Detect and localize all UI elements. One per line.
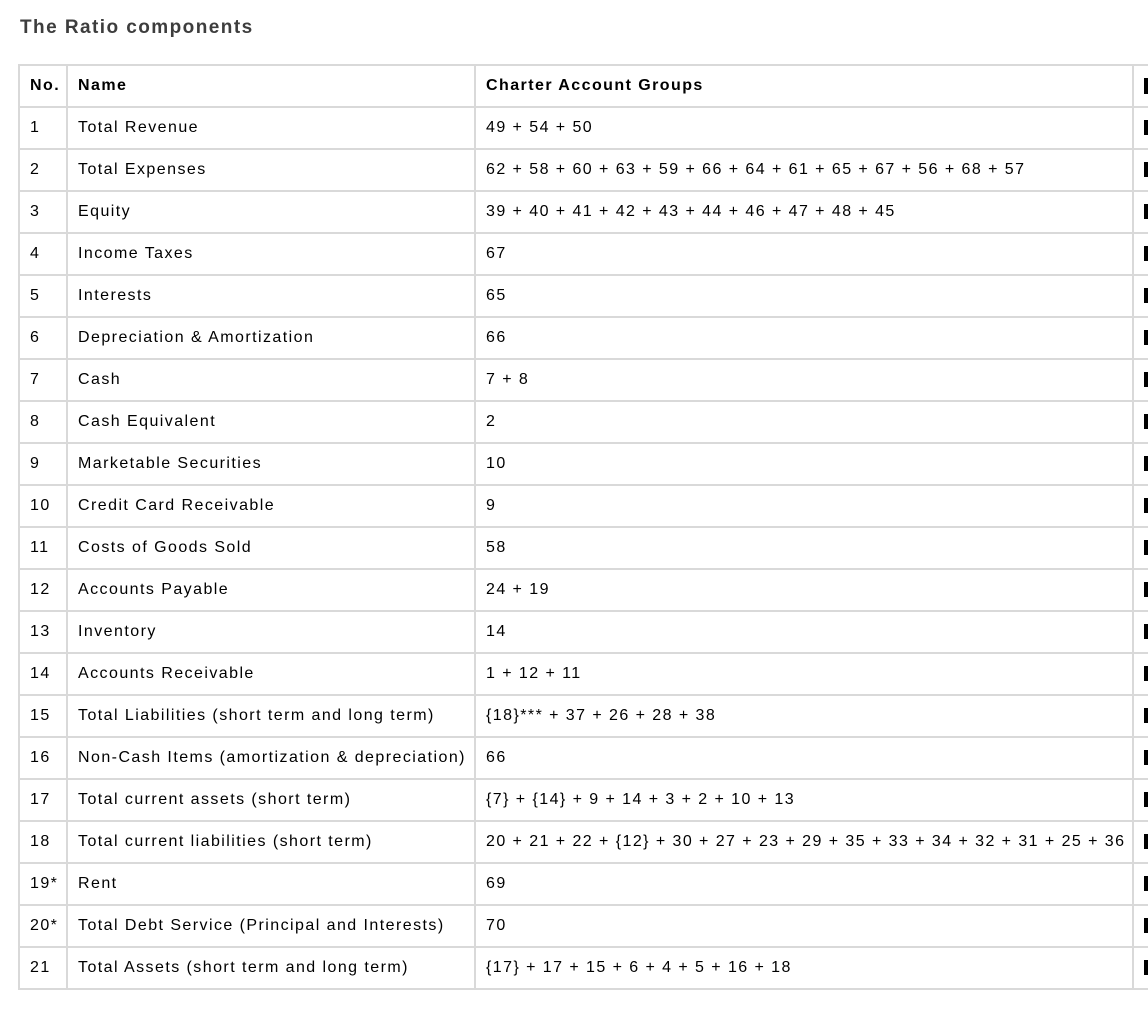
name-cell: Accounts Receivable: [67, 653, 475, 695]
name-cell: Total Debt Service (Principal and Interests): [67, 905, 475, 947]
row-number-cell: 3: [19, 191, 67, 233]
table-row: [19, 611, 1148, 653]
row-number-cell: 4: [19, 233, 67, 275]
column-header-clipped: [1133, 65, 1148, 107]
name-cell: Total Revenue: [67, 107, 475, 149]
account-groups-cell: 10: [475, 443, 1133, 485]
name-cell: Costs of Goods Sold: [67, 527, 475, 569]
row-number-cell: 8: [19, 401, 67, 443]
clipped-cell: [1133, 275, 1148, 317]
name-cell: Cash: [67, 359, 475, 401]
clipped-cell: [1133, 401, 1148, 443]
clipped-text-fragment: [1144, 666, 1148, 681]
clipped-text-fragment: [1144, 582, 1148, 597]
account-groups-cell: 9: [475, 485, 1133, 527]
row-number-cell: 2: [19, 149, 67, 191]
clipped-text-fragment: [1144, 708, 1148, 723]
table-row: [19, 443, 1148, 485]
table-row: [19, 653, 1148, 695]
column-header-no: No.: [19, 65, 67, 107]
column-header-account-groups: Charter Account Groups: [475, 65, 1133, 107]
account-groups-cell: 14: [475, 611, 1133, 653]
row-number-cell: 10: [19, 485, 67, 527]
clipped-text-fragment: [1144, 162, 1148, 177]
account-groups-cell: 69: [475, 863, 1133, 905]
name-cell: Accounts Payable: [67, 569, 475, 611]
account-groups-cell: 7 + 8: [475, 359, 1133, 401]
name-cell: Income Taxes: [67, 233, 475, 275]
clipped-cell: [1133, 611, 1148, 653]
row-number-cell: 5: [19, 275, 67, 317]
table-row: [19, 275, 1148, 317]
clipped-cell: [1133, 233, 1148, 275]
clipped-cell: [1133, 569, 1148, 611]
row-number-cell: 15: [19, 695, 67, 737]
account-groups-cell: 1 + 12 + 11: [475, 653, 1133, 695]
name-cell: Non-Cash Items (amortization & depreciation): [67, 737, 475, 779]
name-cell: Interests: [67, 275, 475, 317]
row-number-cell: 6: [19, 317, 67, 359]
name-cell: Cash Equivalent: [67, 401, 475, 443]
name-cell: Marketable Securities: [67, 443, 475, 485]
clipped-cell: [1133, 527, 1148, 569]
table-row: [19, 947, 1148, 989]
account-groups-cell: 58: [475, 527, 1133, 569]
table-body: [19, 107, 1148, 989]
table-row: [19, 359, 1148, 401]
account-groups-cell: 67: [475, 233, 1133, 275]
row-number-cell: 21: [19, 947, 67, 989]
clipped-cell: [1133, 191, 1148, 233]
row-number-cell: 20*: [19, 905, 67, 947]
clipped-cell: [1133, 107, 1148, 149]
account-groups-cell: 66: [475, 737, 1133, 779]
clipped-text-fragment: [1144, 750, 1148, 765]
account-groups-cell: 39 + 40 + 41 + 42 + 43 + 44 + 46 + 47 + 48 + 45: [475, 191, 1133, 233]
account-groups-cell: 49 + 54 + 50: [475, 107, 1133, 149]
name-cell: Total Assets (short term and long term): [67, 947, 475, 989]
clipped-text-fragment: [1144, 792, 1148, 807]
row-number-cell: 11: [19, 527, 67, 569]
clipped-header-text-fragment: [1144, 78, 1148, 94]
clipped-text-fragment: [1144, 498, 1148, 513]
clipped-cell: [1133, 947, 1148, 989]
account-groups-cell: 66: [475, 317, 1133, 359]
ratio-components-table: [18, 64, 1148, 990]
row-number-cell: 17: [19, 779, 67, 821]
page-title: The Ratio components: [20, 17, 254, 38]
column-header-name: Name: [67, 65, 475, 107]
row-number-cell: 13: [19, 611, 67, 653]
table-row: [19, 779, 1148, 821]
name-cell: Total Expenses: [67, 149, 475, 191]
clipped-text-fragment: [1144, 876, 1148, 891]
name-cell: Total current liabilities (short term): [67, 821, 475, 863]
name-cell: Total current assets (short term): [67, 779, 475, 821]
table-row: [19, 233, 1148, 275]
name-cell: Equity: [67, 191, 475, 233]
row-number-cell: 14: [19, 653, 67, 695]
table-row: [19, 317, 1148, 359]
name-cell: Credit Card Receivable: [67, 485, 475, 527]
clipped-text-fragment: [1144, 204, 1148, 219]
row-number-cell: 18: [19, 821, 67, 863]
name-cell: Total Liabilities (short term and long term): [67, 695, 475, 737]
table-row: [19, 905, 1148, 947]
clipped-cell: [1133, 485, 1148, 527]
clipped-cell: [1133, 695, 1148, 737]
name-cell: Inventory: [67, 611, 475, 653]
clipped-text-fragment: [1144, 330, 1148, 345]
account-groups-cell: 65: [475, 275, 1133, 317]
name-cell: Depreciation & Amortization: [67, 317, 475, 359]
row-number-cell: 9: [19, 443, 67, 485]
table-row: [19, 569, 1148, 611]
clipped-text-fragment: [1144, 918, 1148, 933]
name-cell: Rent: [67, 863, 475, 905]
table-row: [19, 527, 1148, 569]
clipped-cell: [1133, 359, 1148, 401]
clipped-text-fragment: [1144, 288, 1148, 303]
row-number-cell: 7: [19, 359, 67, 401]
clipped-cell: [1133, 653, 1148, 695]
account-groups-cell: 24 + 19: [475, 569, 1133, 611]
table-row: [19, 863, 1148, 905]
header-row: [19, 65, 1148, 107]
table-row: [19, 191, 1148, 233]
clipped-text-fragment: [1144, 120, 1148, 135]
account-groups-cell: {7} + {14} + 9 + 14 + 3 + 2 + 10 + 13: [475, 779, 1133, 821]
table-row: [19, 737, 1148, 779]
clipped-text-fragment: [1144, 372, 1148, 387]
clipped-cell: [1133, 149, 1148, 191]
row-number-cell: 16: [19, 737, 67, 779]
clipped-cell: [1133, 737, 1148, 779]
row-number-cell: 12: [19, 569, 67, 611]
clipped-cell: [1133, 443, 1148, 485]
account-groups-cell: 62 + 58 + 60 + 63 + 59 + 66 + 64 + 61 + 65 + 67 + 56 + 68 + 57: [475, 149, 1133, 191]
table-row: [19, 401, 1148, 443]
table-container: [18, 64, 1148, 990]
row-number-cell: 1: [19, 107, 67, 149]
account-groups-cell: {18}*** + 37 + 26 + 28 + 38: [475, 695, 1133, 737]
table-row: [19, 149, 1148, 191]
clipped-text-fragment: [1144, 540, 1148, 555]
clipped-cell: [1133, 317, 1148, 359]
clipped-cell: [1133, 863, 1148, 905]
account-groups-cell: 70: [475, 905, 1133, 947]
account-groups-cell: 20 + 21 + 22 + {12} + 30 + 27 + 23 + 29 + 35 + 33 + 34 + 32 + 31 + 25 + 36: [475, 821, 1133, 863]
account-groups-cell: {17} + 17 + 15 + 6 + 4 + 5 + 16 + 18: [475, 947, 1133, 989]
clipped-text-fragment: [1144, 456, 1148, 471]
clipped-text-fragment: [1144, 834, 1148, 849]
table-row: [19, 821, 1148, 863]
table-row: [19, 107, 1148, 149]
clipped-text-fragment: [1144, 414, 1148, 429]
clipped-text-fragment: [1144, 246, 1148, 261]
row-number-cell: 19*: [19, 863, 67, 905]
clipped-cell: [1133, 779, 1148, 821]
clipped-cell: [1133, 905, 1148, 947]
clipped-cell: [1133, 821, 1148, 863]
clipped-text-fragment: [1144, 624, 1148, 639]
clipped-text-fragment: [1144, 960, 1148, 975]
table-row: [19, 695, 1148, 737]
table-row: [19, 485, 1148, 527]
account-groups-cell: 2: [475, 401, 1133, 443]
